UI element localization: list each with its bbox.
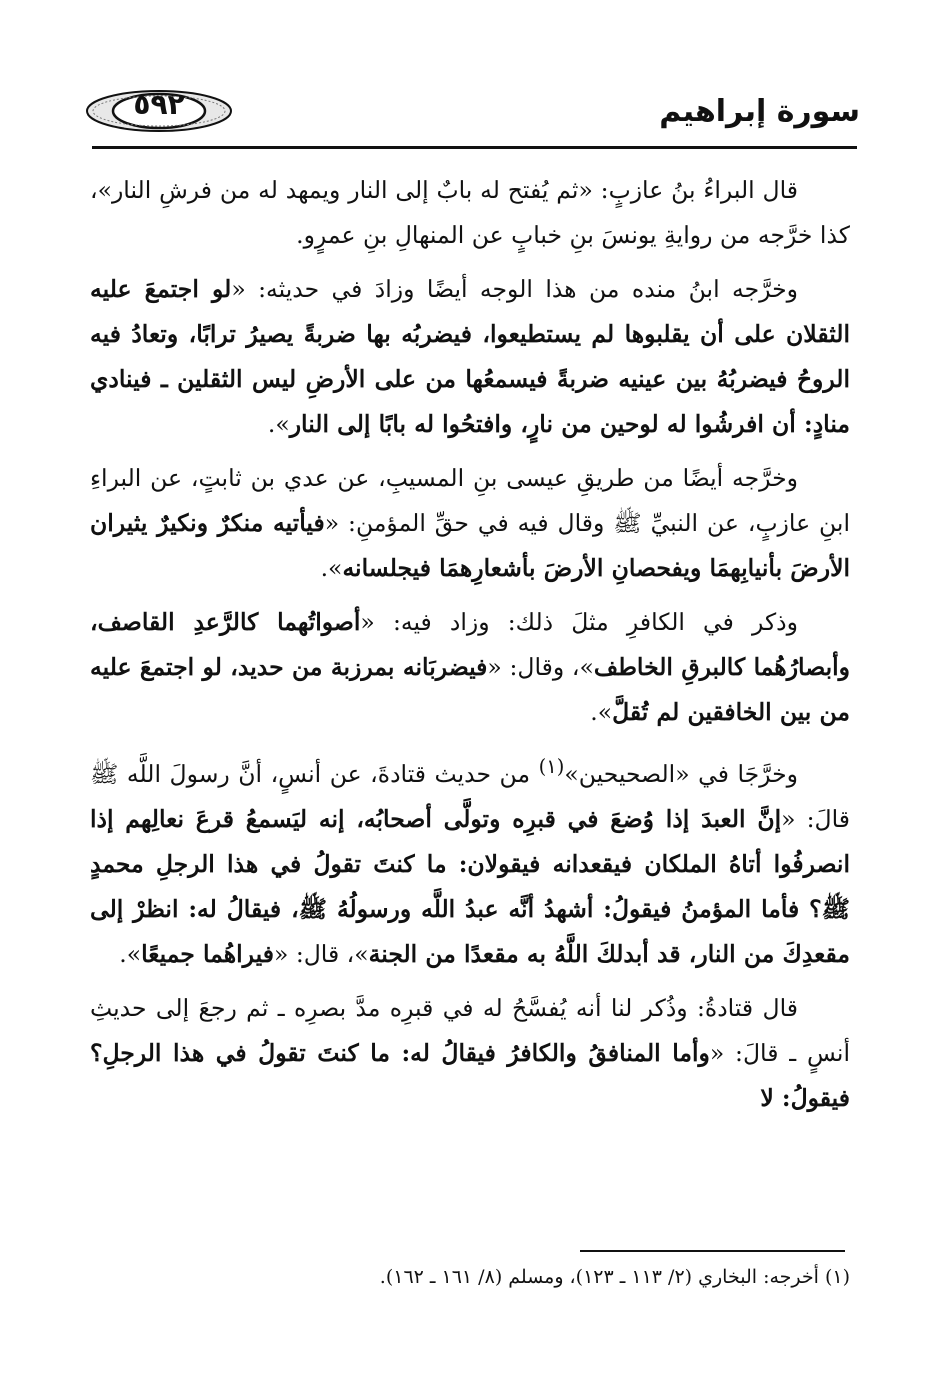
page-header — [84, 80, 860, 144]
quoted-text: وأما المنافقُ والكافرُ فيقالُ له: ما كنتَ تقولُ في هذا الرجلِ؟ فيقولُ: لا — [90, 1038, 850, 1112]
header-rule — [92, 146, 857, 149]
quoted-text: أصواتُهما كالرَّعدِ القاصف، وأبصارُهُما كالبرقِ الخاطف — [90, 608, 851, 681]
footnote-rule — [580, 1250, 845, 1252]
text-segment: »، وقال: « — [487, 653, 594, 681]
text-segment: ». — [590, 698, 613, 726]
text-segment: وخرَّجَا في «الصحيحين» — [564, 759, 798, 788]
paragraph — [90, 456, 850, 591]
text-segment: وخرَّجه أيضًا من طريقِ عيسى بنِ المسيبِ، عن عدي بن ثابتٍ، عن البراءِ ابنِ عازبٍ، عن النبيِّ ﷺ وقال فيه في حقِّ المؤمنِ: « — [90, 464, 850, 537]
surah-title: سورة إبراهيم — [659, 94, 860, 129]
footnote-marker[interactable]: (١) — [538, 755, 565, 778]
text-segment: قال قتادةُ: وذُكر لنا أنه يُفسَّحُ له في قبرِه مدَّ بصرِه ـ ثم رجعَ إلى حديثِ أنسٍ ـ قالَ: « — [90, 993, 850, 1067]
text-segment: قال البراءُ بنُ عازبٍ: «ثم يُفتح له بابٌ إلى النار ويمهد له من فرشِ النار»، كذا خرَّجه من روايةِ يونسَ بنِ خبابٍ عن المنهالِ بنِ عمرٍو. — [90, 176, 850, 249]
paragraph — [90, 986, 850, 1121]
main-text — [90, 168, 850, 1130]
text-segment: ». — [320, 554, 343, 582]
text-segment: وخرَّجه ابنُ منده من هذا الوجه أيضًا وزادَ في حديثه: « — [231, 275, 798, 303]
text-segment: ». — [267, 410, 290, 438]
quoted-text: إنَّ العبدَ إذا وُضعَ في قبرِه وتولَّى أصحابُه، إنه ليَسمعُ قرعَ نعالِهم إذا انصرفُوا أتاهُ الملكان فيقعدانه فيقولان: ما كنتَ تقولُ في هذا الرجلِ محمدٍ ﷺ؟ فأما المؤمنُ فيقولُ: أشهدُ أنَّه عبدُ اللَّه ورسولُهُ ﷺ، فيقالُ له: انظرْ إلى مقعدِكَ من النار، قد أبدلكَ اللَّهُ به مقعدًا من الجنة — [90, 804, 850, 968]
page-number: ٥٩٢ — [133, 88, 185, 121]
paragraph — [90, 600, 850, 735]
quoted-text: فيراهُما جميعًا — [141, 939, 274, 968]
text-segment: وذكر في الكافرِ مثلَ ذلك: وزاد فيه: « — [360, 608, 798, 636]
text-segment: من حديث قتادةَ، عن أنسٍ، أنَّ رسولَ اللَّه ﷺ قالَ: « — [90, 759, 850, 833]
text-segment: ». — [119, 939, 142, 968]
quoted-text: فيضربَانه بمرزبة من حديد، لو اجتمعَ عليه من بين الخافقين لم تُقلَّ — [90, 653, 850, 726]
paragraph — [90, 168, 850, 258]
paragraph — [90, 744, 850, 977]
text-segment: »، قال: « — [273, 939, 369, 968]
paragraph — [90, 267, 850, 447]
footnote: (١) أخرجه: البخاري (٢/ ١١٣ ـ ١٢٣)، ومسلم (٨/ ١٦١ ـ ١٦٢). — [379, 1266, 850, 1288]
quoted-text: لو اجتمعَ عليه الثقلان على أن يقلبوها لم يستطيعوا، فيضربُه بها ضربةً يصيرُ ترابًا، وتعادُ فيه الروحُ فيضربُهُ بين عينيه ضربةً فيسمعُها من على الأرضِ ليس الثقلين ـ فينادي منادٍ: أن افرشُوا له لوحين من نارٍ، وافتحُوا له بابًا إلى النار — [90, 275, 850, 438]
quoted-text: فيأتيه منكرٌ ونكيرٌ يثيران الأرضَ بأنيابِهمَا ويفحصانِ الأرضَ بأشعارِهمَا فيجلسانه — [90, 509, 850, 582]
